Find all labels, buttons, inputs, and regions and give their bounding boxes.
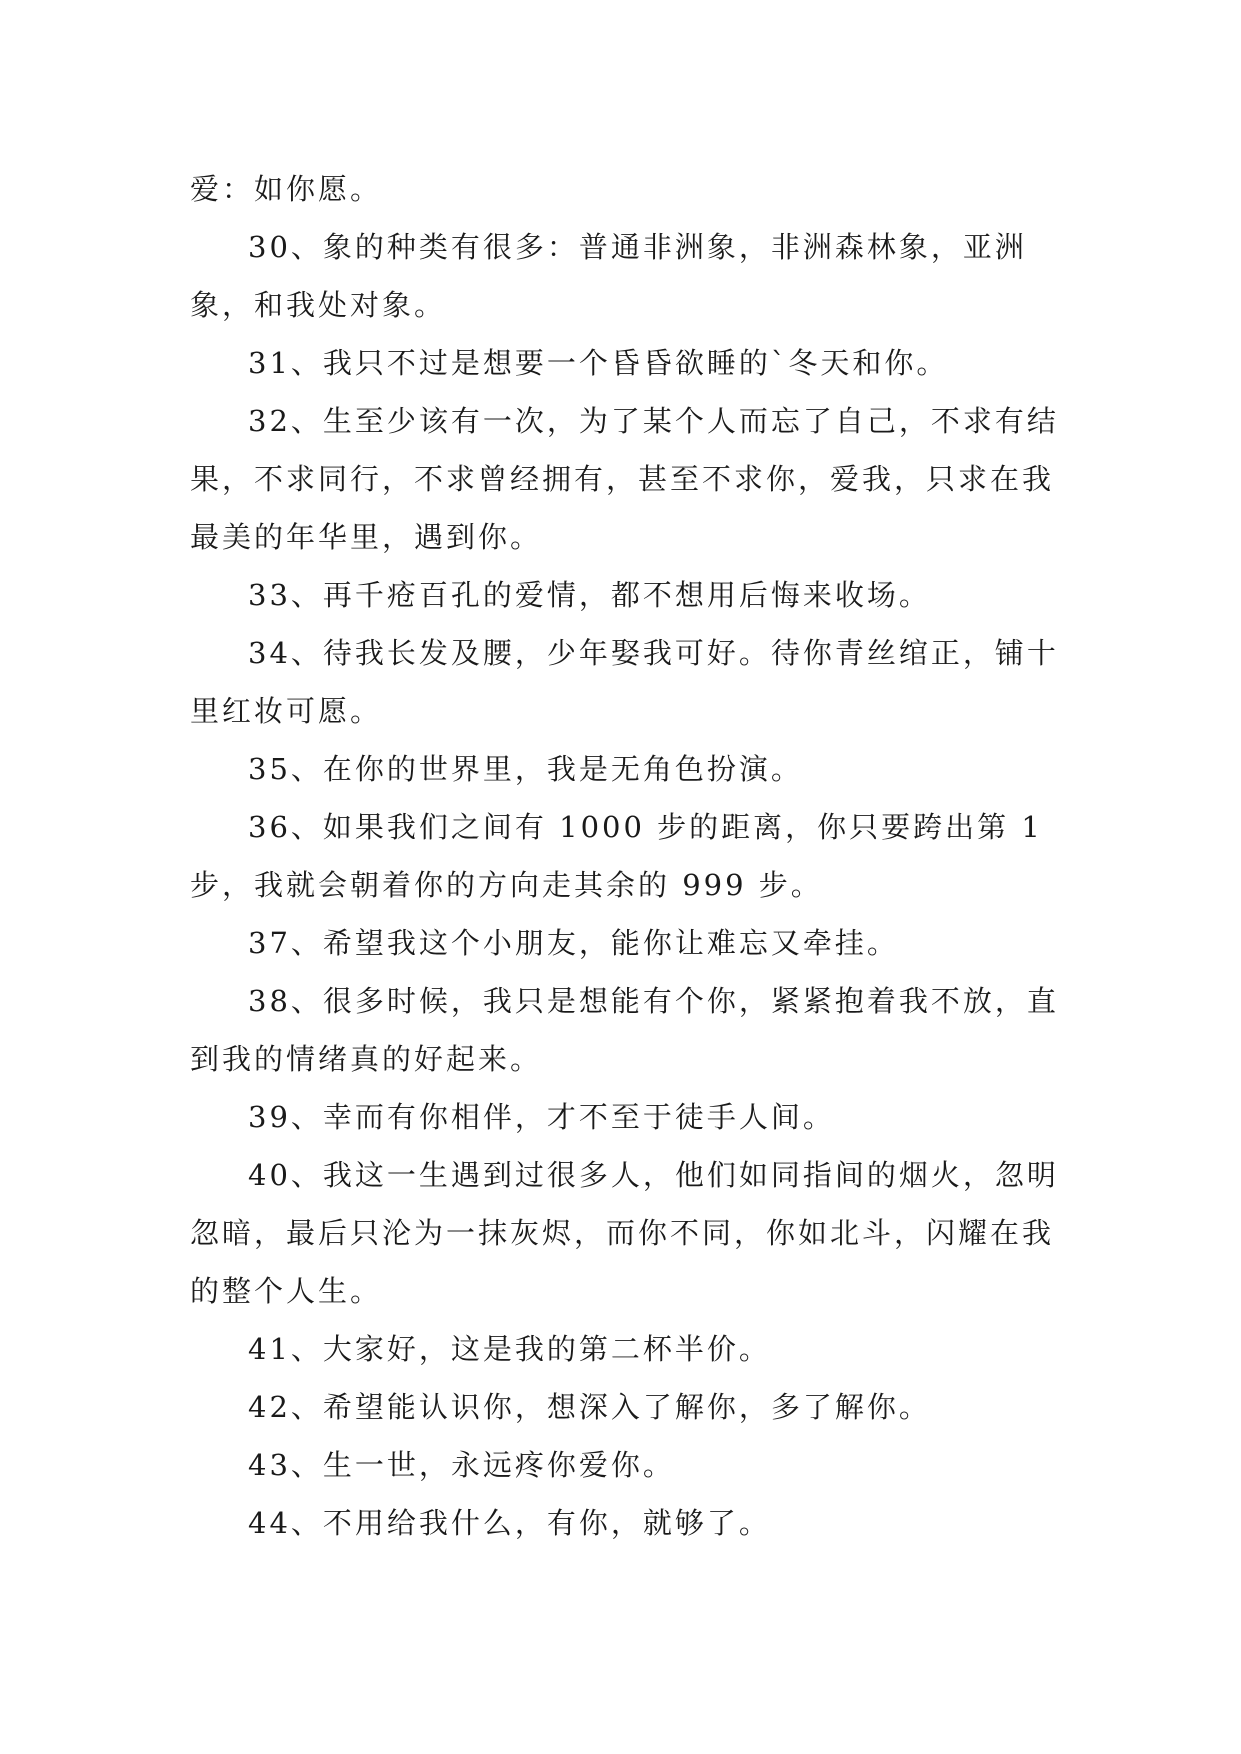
paragraph-32: 32、生至少该有一次，为了某个人而忘了自己，不求有结果，不求同行，不求曾经拥有，甚至不求你，爱我，只求在我最美的年华里，遇到你。 bbox=[190, 404, 1059, 554]
paragraph-30: 30、象的种类有很多：普通非洲象，非洲森林象，亚洲象，和我处对象。 bbox=[190, 230, 1027, 322]
paragraph-37: 37、希望我这个小朋友，能你让难忘又牵挂。 bbox=[248, 926, 899, 960]
paragraph-38: 38、很多时候，我只是想能有个你，紧紧抱着我不放，直到我的情绪真的好起来。 bbox=[190, 984, 1059, 1076]
paragraph-39: 39、幸而有你相伴，才不至于徒手人间。 bbox=[248, 1100, 835, 1134]
paragraph-33: 33、再千疮百孔的爱情，都不想用后悔来收场。 bbox=[248, 578, 931, 612]
paragraph-34: 34、待我长发及腰，少年娶我可好。待你青丝绾正，铺十里红妆可愿。 bbox=[190, 636, 1059, 728]
document-body bbox=[190, 160, 1060, 1552]
paragraph-44: 44、不用给我什么，有你，就够了。 bbox=[248, 1506, 771, 1540]
paragraph-continuation: 爱：如你愿。 bbox=[190, 172, 383, 206]
paragraph-42: 42、希望能认识你，想深入了解你，多了解你。 bbox=[248, 1390, 931, 1424]
paragraph-31: 31、我只不过是想要一个昏昏欲睡的`冬天和你。 bbox=[248, 346, 949, 380]
paragraph-36: 36、如果我们之间有 1000 步的距离，你只要跨出第 1 步，我就会朝着你的方向走其余的 999 步。 bbox=[190, 810, 1043, 902]
paragraph-41: 41、大家好，这是我的第二杯半价。 bbox=[248, 1332, 771, 1366]
paragraph-35: 35、在你的世界里，我是无角色扮演。 bbox=[248, 752, 803, 786]
paragraph-40: 40、我这一生遇到过很多人，他们如同指间的烟火，忽明忽暗，最后只沦为一抹灰烬，而你不同，你如北斗，闪耀在我的整个人生。 bbox=[190, 1158, 1059, 1308]
paragraph-43: 43、生一世，永远疼你爱你。 bbox=[248, 1448, 675, 1482]
